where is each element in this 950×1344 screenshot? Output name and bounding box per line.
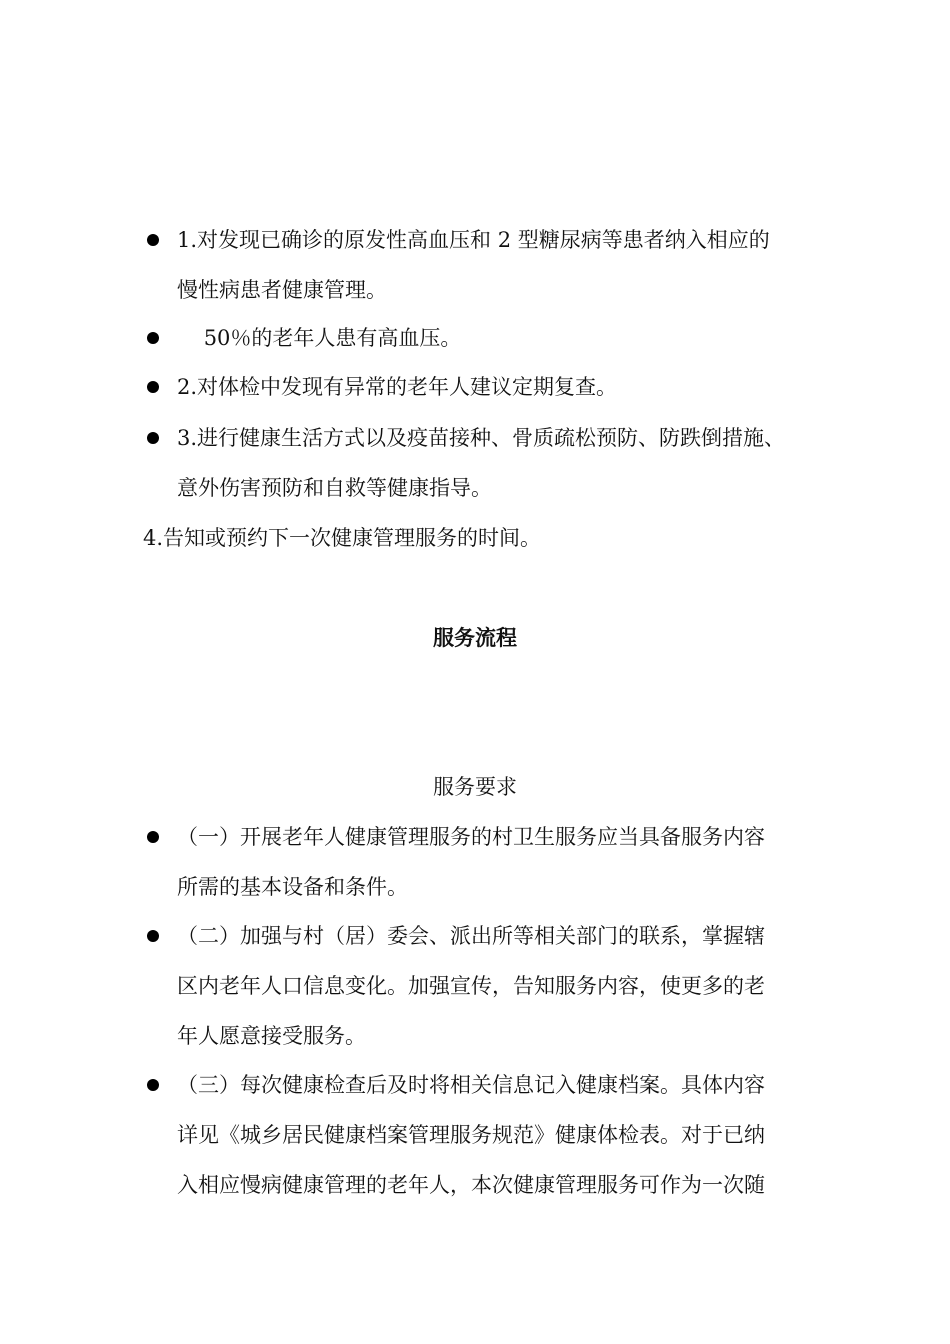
bullet-icon [147,432,159,444]
paragraph-line: 4.告知或预约下一次健康管理服务的时间。 [143,526,542,550]
list-item [143,413,808,513]
list-item-text: 所需的基本设备和条件。 [177,875,408,899]
list-item [143,215,808,315]
list-item-text: 慢性病患者健康管理。 [177,278,387,302]
bullet-icon [147,332,159,344]
list-item-text: （三）每次健康检查后及时将相关信息记入健康档案。具体内容 [177,1073,765,1097]
list-item-text: 年人愿意接受服务。 [177,1024,366,1048]
list-item [143,812,808,912]
list-item [143,1060,808,1210]
list-item-text: 入相应慢病健康管理的老年人，本次健康管理服务可作为一次随 [177,1173,765,1197]
list-item-text: 2.对体检中发现有异常的老年人建议定期复查。 [177,375,618,399]
list-item-text: 区内老年人口信息变化。加强宣传，告知服务内容，使更多的老 [177,974,765,998]
section-heading: 服务流程 [433,625,517,650]
list-item-text: 详见《城乡居民健康档案管理服务规范》健康体检表。对于已纳 [177,1123,765,1147]
bullet-icon [147,831,159,843]
bullet-icon [147,1079,159,1091]
section-heading: 服务要求 [433,775,517,799]
list-item-text: （二）加强与村（居）委会、派出所等相关部门的联系，掌握辖 [177,924,765,948]
list-item [143,362,808,412]
list-item-text: 1.对发现已确诊的原发性高血压和 2 型糖尿病等患者纳入相应的 [177,228,770,252]
list-item-text: 3.进行健康生活方式以及疫苗接种、骨质疏松预防、防跌倒措施、 [177,426,786,450]
bullet-icon [147,930,159,942]
bullet-icon [147,234,159,246]
list-item-text: 50％的老年人患有高血压。 [177,326,462,350]
bullet-icon [147,381,159,393]
list-item-text: （一）开展老年人健康管理服务的村卫生服务应当具备服务内容 [177,825,765,849]
list-item-text: 意外伤害预防和自救等健康指导。 [177,476,492,500]
list-item [143,313,808,363]
list-item [143,911,808,1061]
